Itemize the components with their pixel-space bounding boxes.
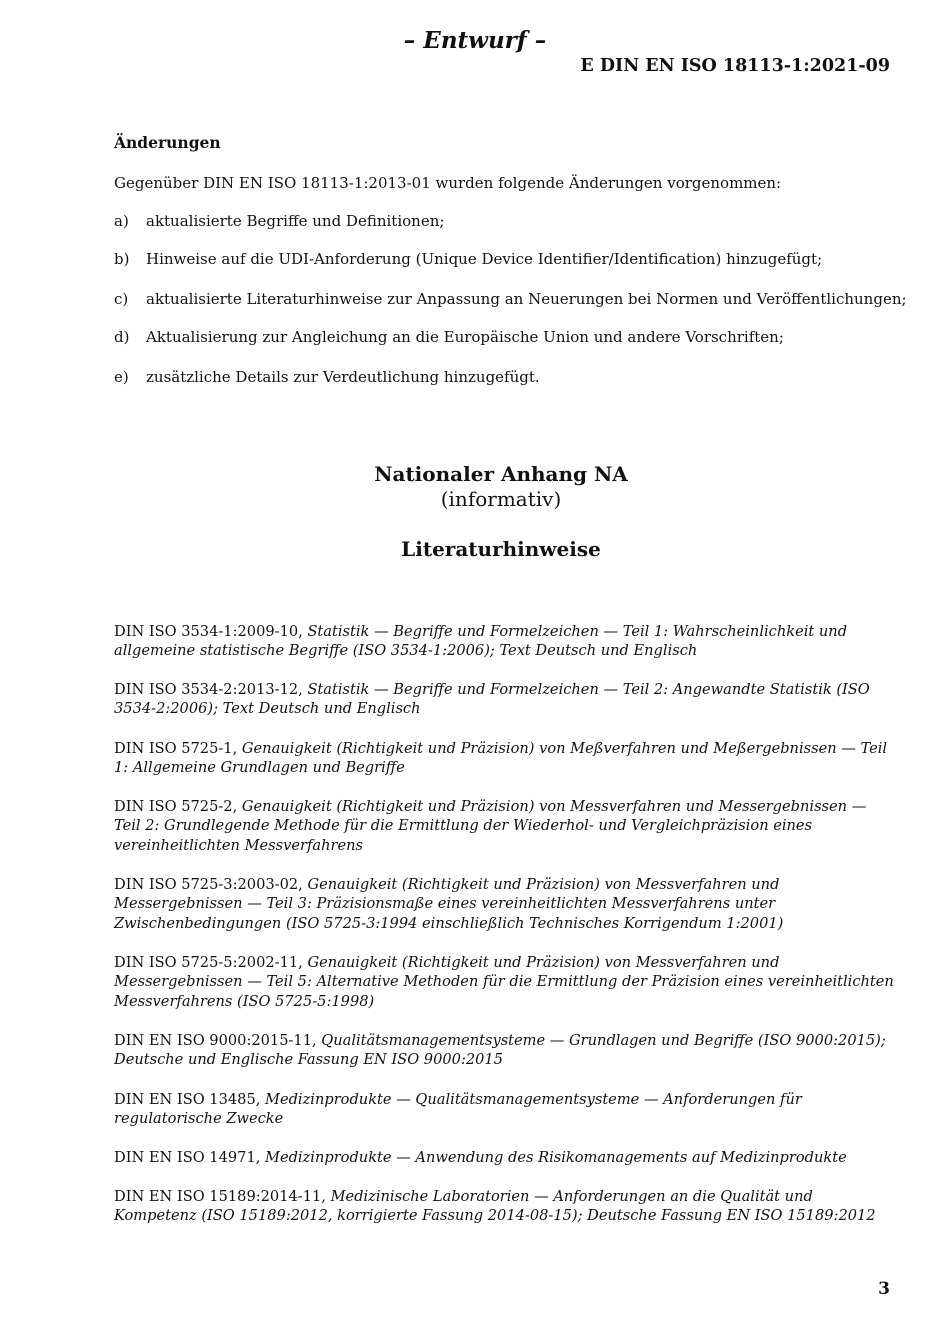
- reference-id: DIN ISO 3534-1:2009-10,: [114, 623, 303, 640]
- reference-title: Qualitätsmanagementsysteme — Grundlagen und Begriffe (ISO 9000:2015); Deutsche und Englische Fassung EN ISO 9000:2015: [114, 1032, 886, 1069]
- reference-title: Medizinprodukte — Anwendung des Risikomanagements auf Medizinprodukte: [265, 1149, 847, 1166]
- bibliography-entry: [114, 1187, 894, 1226]
- change-item-label: c): [114, 290, 129, 308]
- reference-title: Statistik — Begriffe und Formelzeichen — Teil 1: Wahrscheinlichkeit und allgemeine statistische Begriffe (ISO 3534-1:2006); Text Deutsch und Englisch: [114, 623, 848, 660]
- bibliography-title: Literaturhinweise: [401, 537, 601, 561]
- change-item: [114, 250, 822, 268]
- change-item-label: e): [114, 368, 129, 386]
- bibliography-entry: [114, 1031, 894, 1070]
- bibliography-entry: [114, 680, 894, 719]
- reference-title: Genauigkeit (Richtigkeit und Präzision) von Messverfahren und Messergebnissen — Teil 3: Präzisionsmaße eines vereinheitlichten Messverfahrens unter Zwischenbedingungen (ISO 5725-3:1994 einschließlich Technisches Korrigendum 1:2001): [114, 876, 784, 932]
- reference-title: Medizinprodukte — Qualitätsmanagementsysteme — Anforderungen für regulatorische Zwecke: [114, 1091, 802, 1128]
- reference-title: Medizinische Laboratorien — Anforderungen an die Qualität und Kompetenz (ISO 15189:2012, korrigierte Fassung 2014-08-15); Deutsche Fassung EN ISO 15189:2012: [114, 1188, 876, 1225]
- bibliography-entry: [114, 1148, 894, 1167]
- page-number: 3: [878, 1279, 890, 1299]
- change-item-label: a): [114, 212, 129, 230]
- change-item: [114, 290, 907, 308]
- bibliography-entry: [114, 739, 894, 778]
- change-item-text: Aktualisierung zur Angleichung an die Europäische Union und andere Vorschriften;: [146, 328, 784, 346]
- reference-id: DIN ISO 3534-2:2013-12,: [114, 681, 303, 698]
- document-id: E DIN EN ISO 18113-1:2021-09: [580, 56, 890, 76]
- draft-label: – Entwurf –: [403, 27, 547, 54]
- change-item: [114, 368, 540, 386]
- reference-id: DIN EN ISO 13485,: [114, 1091, 261, 1108]
- reference-title: Statistik — Begriffe und Formelzeichen — Teil 2: Angewandte Statistik (ISO 3534-2:2006); Text Deutsch und Englisch: [114, 681, 870, 718]
- reference-id: DIN ISO 5725-5:2002-11,: [114, 954, 303, 971]
- change-item-label: b): [114, 250, 130, 268]
- change-item: [114, 212, 444, 230]
- reference-id: DIN ISO 5725-3:2003-02,: [114, 876, 303, 893]
- reference-id: DIN EN ISO 9000:2015-11,: [114, 1032, 317, 1049]
- reference-title: Genauigkeit (Richtigkeit und Präzision) von Messverfahren und Messergebnissen — Teil 5: Alternative Methoden für die Ermittlung der Präzision eines vereinheitlichten Messverfahrens (ISO 5725-5:1998): [114, 954, 894, 1010]
- reference-id: DIN EN ISO 14971,: [114, 1149, 261, 1166]
- change-item-label: d): [114, 328, 130, 346]
- bibliography-entry: [114, 622, 894, 661]
- reference-id: DIN EN ISO 15189:2014-11,: [114, 1188, 326, 1205]
- bibliography-entry: [114, 797, 894, 855]
- bibliography-entry: [114, 953, 894, 1011]
- reference-title: Genauigkeit (Richtigkeit und Präzision) von Messverfahren und Messergebnissen — Teil 2: Grundlegende Methode für die Ermittlung der Wiederhol- und Vergleichpräzision eines vereinheitlichten Messverfahrens: [114, 798, 867, 854]
- change-item-text: zusätzliche Details zur Verdeutlichung hinzugefügt.: [146, 368, 540, 386]
- reference-id: DIN ISO 5725-1,: [114, 740, 238, 757]
- change-item-text: aktualisierte Literaturhinweise zur Anpassung an Neuerungen bei Normen und Veröffentlichungen;: [146, 290, 907, 308]
- reference-title: Genauigkeit (Richtigkeit und Präzision) von Meßverfahren und Meßergebnissen — Teil 1: Allgemeine Grundlagen und Begriffe: [114, 740, 888, 777]
- changes-heading: Änderungen: [114, 133, 221, 152]
- annex-subtitle: (informativ): [440, 487, 562, 511]
- change-item: [114, 328, 784, 346]
- change-item-text: aktualisierte Begriffe und Definitionen;: [146, 212, 445, 230]
- annex-title: Nationaler Anhang NA: [374, 462, 628, 486]
- reference-id: DIN ISO 5725-2,: [114, 798, 238, 815]
- bibliography-entry: [114, 1090, 894, 1129]
- bibliography-entry: [114, 875, 894, 933]
- changes-intro: Gegenüber DIN EN ISO 18113-1:2013-01 wurden folgende Änderungen vorgenommen:: [114, 174, 782, 192]
- change-item-text: Hinweise auf die UDI-Anforderung (Unique Device Identifier/Identification) hinzugefügt;: [146, 250, 823, 268]
